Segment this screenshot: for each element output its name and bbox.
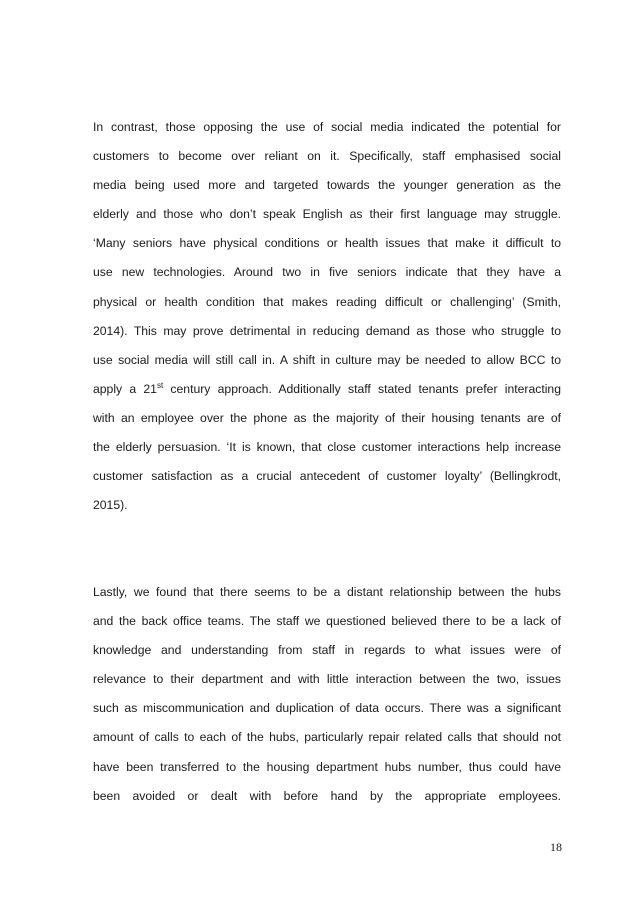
text-line: and the back office teams. The staff we questioned believed there to be a lack of [93,614,561,629]
text-line: been avoided or dealt with before hand by the appropriate employees. [93,788,561,803]
paragraph-social-media-opposition [93,120,561,527]
text-line: such as miscommunication and duplication of data occurs. There was a significant [93,701,561,716]
text-line: elderly and those who don’t speak English as their first language may struggle. [93,207,561,222]
text-line: amount of calls to each of the hubs, particularly repair related calls that should not [93,730,561,745]
text-line: physical or health condition that makes reading difficult or challenging’ (Smith, [93,294,561,309]
text-line: media being used more and targeted towards the younger generation as the [93,178,561,193]
text-line: customers to become over reliant on it. Specifically, staff emphasised social [93,149,561,164]
text-line: the elderly persuasion. ‘It is known, that close customer interactions help increase [93,440,561,455]
text-segment: apply a 21 [93,381,157,396]
text-line: 2014). This may prove detrimental in reducing demand as those who struggle to [93,323,561,338]
text-line: customer satisfaction as a crucial antecedent of customer loyalty’ (Bellingkrodt, [93,469,561,484]
text-line: relevance to their department and with little interaction between the two, issues [93,672,561,687]
ordinal-superscript: st [156,380,164,390]
text-line: have been transferred to the housing department hubs number, thus could have [93,759,561,774]
text-line: ‘Many seniors have physical conditions or health issues that make it difficult to [93,236,561,251]
text-line-with-superscript [93,382,561,411]
text-line: In contrast, those opposing the use of social media indicated the potential for [93,120,561,134]
text-line: with an employee over the phone as the majority of their housing tenants are of [93,410,561,425]
text-line: 2015). [93,498,128,513]
text-segment: century approach. Additionally staff stated tenants prefer interacting [163,381,561,396]
text-line: knowledge and understanding from staff in regards to what issues were of [93,643,561,658]
paragraph-hub-relationship [93,585,561,818]
text-line: use new technologies. Around two in five seniors indicate that they have a [93,265,561,280]
page-number: 18 [550,840,562,854]
text-line: use social media will still call in. A shift in culture may be needed to allow BCC to [93,352,561,367]
text-line: Lastly, we found that there seems to be a distant relationship between the hubs [93,585,561,599]
